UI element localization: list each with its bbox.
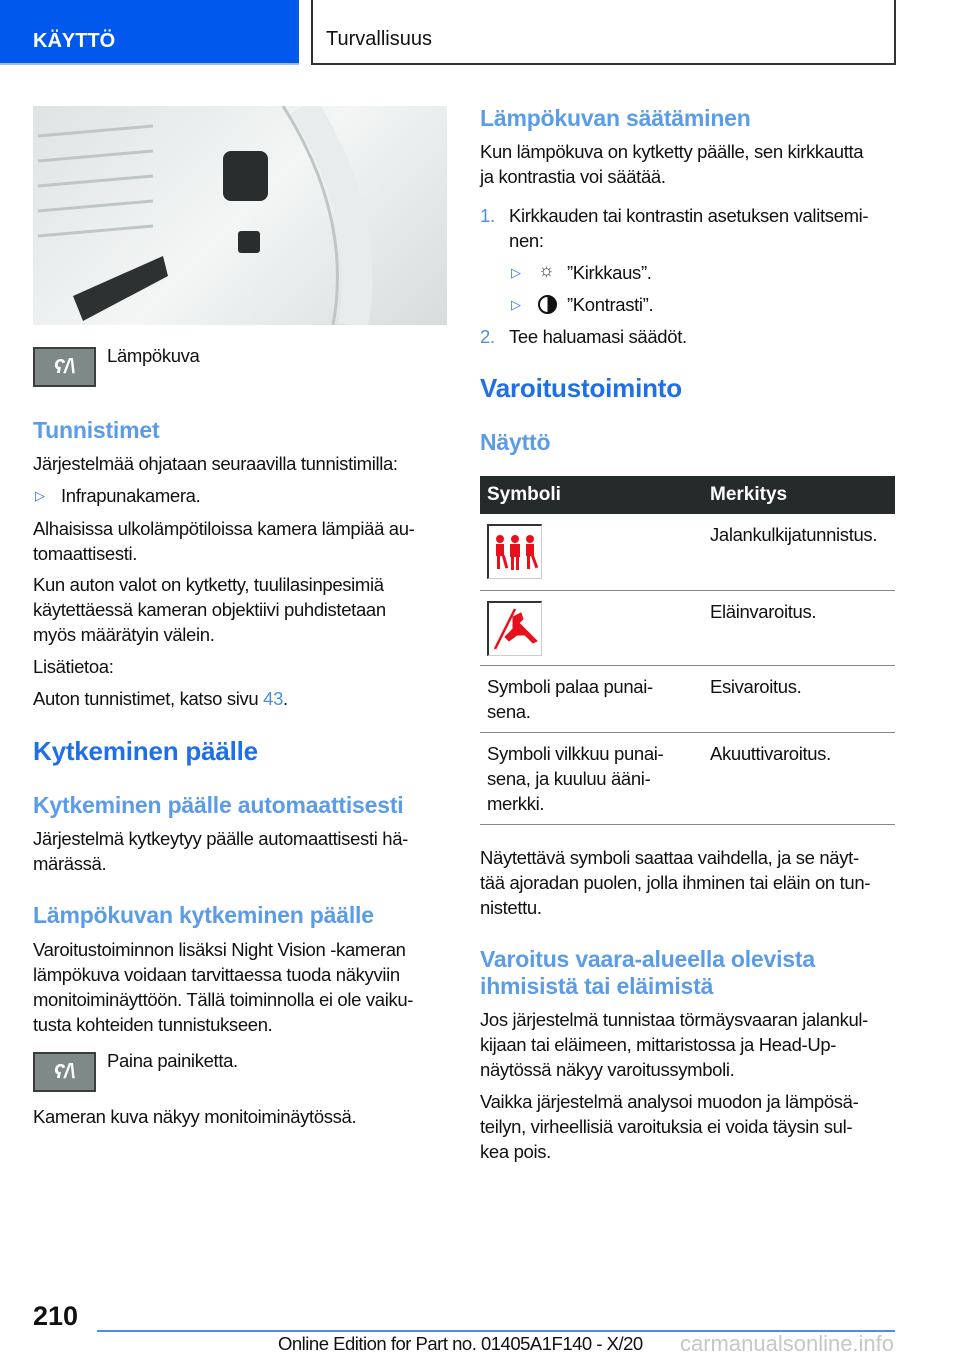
heading-switch-on: Kytkeminen päälle [33, 736, 258, 766]
chapter-box [311, 0, 896, 65]
table-header-row [480, 476, 895, 514]
heading-display: Näyttö [480, 429, 551, 455]
meaning-cell: Esivaroitus. [703, 665, 895, 732]
paragraph: Näytettävä symboli saattaa vaihdella, ja se näyt- tää ajoradan puolen, jolla ihminen tai eläin on tun- nistettu. [480, 847, 871, 918]
symbol-table [480, 476, 895, 825]
table-row [480, 590, 895, 665]
bullet-text: Infrapunakamera. [61, 485, 201, 506]
night-vision-button-icon: ʕ/\ [33, 347, 96, 387]
paragraph: Alhaisissa ulkolämpötiloissa kamera lämpiää au- tomaattisesti. [33, 518, 415, 564]
edition-text: Online Edition for Part no. 01405A1F140 - X/20 [278, 1333, 643, 1354]
column-header: Merkitys [703, 476, 895, 514]
pedestrian-warning-icon [487, 524, 542, 579]
reference-end: . [283, 688, 288, 709]
step-number: 1. [480, 205, 495, 226]
meaning-cell: Akuuttivaroitus. [703, 732, 895, 824]
press-instruction: Paina painiketta. [107, 1050, 238, 1071]
step-text: Tee haluamasi säädöt. [509, 326, 687, 347]
heading-danger-zone: Varoitus vaara-alueella olevista ihmisistä tai eläimistä [480, 946, 815, 999]
chapter-title: Turvallisuus [326, 28, 432, 50]
dashboard-photo [33, 106, 447, 325]
section-title: KÄYTTÖ [33, 30, 116, 52]
paragraph: Järjestelmä kytkeytyy päälle automaattisesti hä- märässä. [33, 828, 408, 874]
paragraph: Kameran kuva näkyy monitoiminäytössä. [33, 1106, 357, 1127]
bullet-triangle-icon: ▷ [35, 488, 45, 503]
table-row [480, 732, 895, 824]
symbol-cell: Symboli vilkkuu punai- sena, ja kuuluu ääni- merkki. [480, 732, 703, 824]
paragraph: Vaikka järjestelmä analysoi muodon ja lämpösä- teilyn, virheellisiä varoituksia ei voida täysin sul- kea pois. [480, 1091, 859, 1162]
paragraph: Järjestelmää ohjataan seuraavilla tunnistimilla: [33, 453, 398, 474]
heading-adjust: Lämpökuvan säätäminen [480, 105, 751, 131]
step-number: 2. [480, 326, 495, 347]
symbol-cell: Symboli palaa punai- sena. [480, 665, 703, 732]
heading-auto: Kytkeminen päälle automaattisesti [33, 792, 404, 818]
brightness-icon: ☼ [538, 260, 555, 280]
step-text: Kirkkauden tai kontrastin asetuksen valitsemi- nen: [509, 205, 869, 251]
reference-paragraph [33, 686, 288, 711]
paragraph: Jos järjestelmä tunnistaa törmäysvaaran jalankul- kijaan tai eläimeen, mittaristossa ja Head-Up- näytössä näkyy varoitussymboli. [480, 1009, 868, 1080]
page-number: 210 [33, 1301, 79, 1331]
icon-caption: Lämpökuva [107, 345, 200, 366]
page-link[interactable]: 43 [263, 688, 284, 709]
heading-warning-function: Varoitustoiminto [480, 373, 682, 403]
meaning-cell: Jalankulkijatunnistus. [703, 514, 895, 590]
option-contrast: ”Kontrasti”. [567, 294, 654, 315]
meaning-cell: Eläinvaroitus. [703, 590, 895, 665]
paragraph: Varoitustoiminnon lisäksi Night Vision -kameran lämpökuva voidaan tarvittaessa tuoda näkyviin monitoiminäyttöön. Tällä toiminnolla ei ole vaiku- tusta kohteiden tunnistukseen. [33, 939, 414, 1035]
watermark: carmanualsonline.info [680, 1331, 895, 1356]
paragraph: Kun lämpökuva on kytketty päälle, sen kirkkautta ja kontrastia voi säätää. [480, 141, 864, 187]
section-tab [0, 0, 299, 65]
bullet-triangle-icon: ▷ [511, 297, 521, 312]
paragraph: Lisätietoa: [33, 656, 114, 677]
reference-text: Auton tunnistimet, katso sivu [33, 688, 264, 709]
animal-warning-icon [487, 601, 542, 656]
bullet-triangle-icon: ▷ [511, 265, 521, 280]
column-header: Symboli [480, 476, 703, 514]
night-vision-button-icon: ʕ/\ [33, 1052, 96, 1092]
contrast-icon [538, 295, 557, 314]
option-brightness: ”Kirkkaus”. [567, 262, 652, 283]
table-row [480, 665, 895, 732]
heading-sensors: Tunnistimet [33, 417, 160, 443]
heading-manual: Lämpökuvan kytkeminen päälle [33, 902, 374, 928]
paragraph: Kun auton valot on kytketty, tuulilasinpesimiä käytettäessä kameran objektiivi puhdistetaan myös määrätyin välein. [33, 574, 386, 645]
table-row [480, 514, 895, 590]
